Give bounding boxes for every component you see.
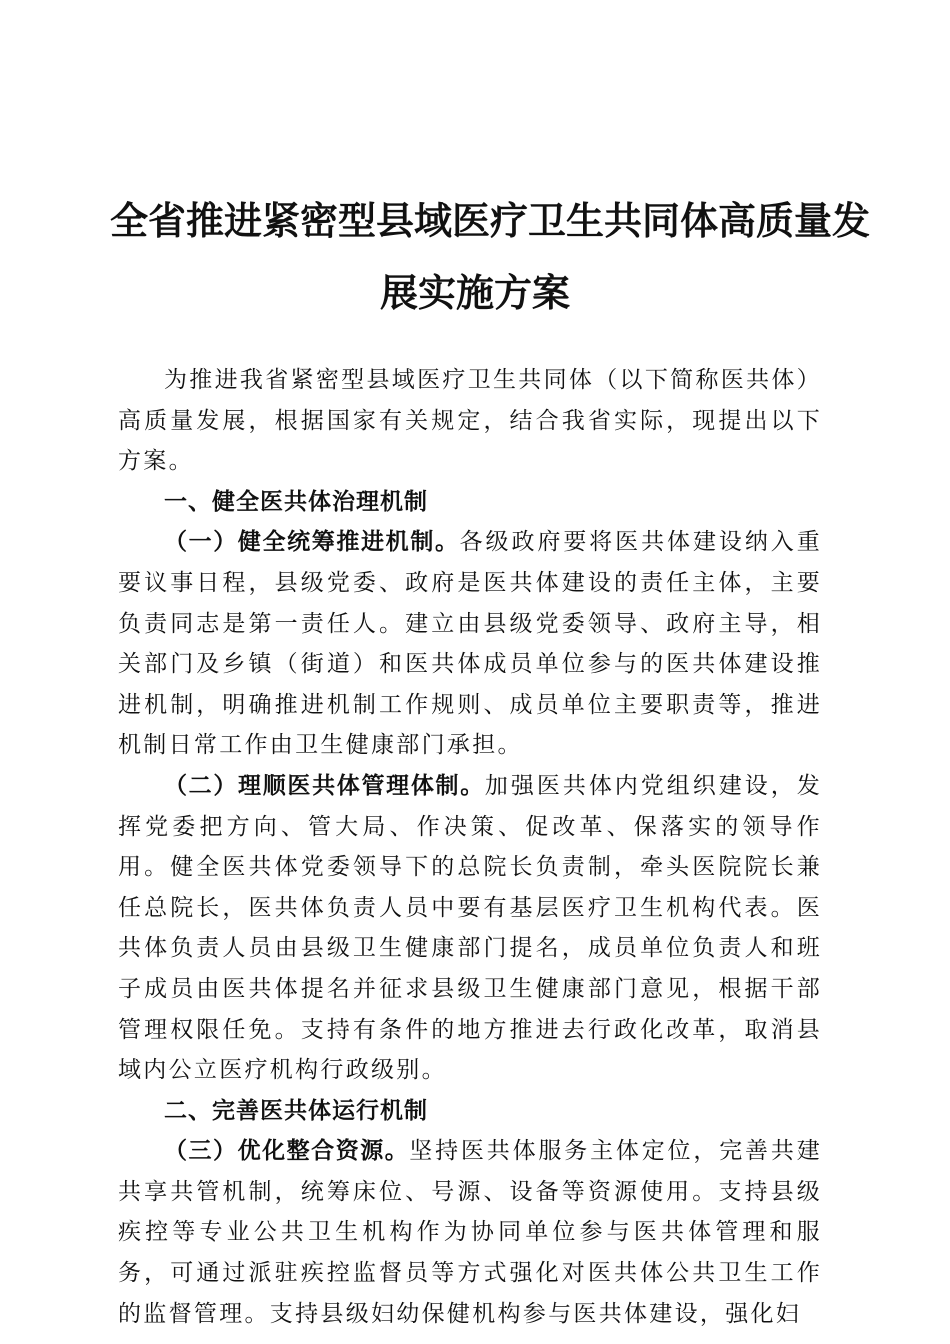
title-line-2: 展实施方案 [379, 271, 570, 315]
item-text-2: 加强医共体内党组织建设，发挥党委把方向、管大局、作决策、促改革、保落实的领导作用。健全医共体党委领导下的总院长负责制，牵头医院院长兼任总院长，医共体负责人员中要有基层医疗卫生机构代表。医共体负责人员由县级卫生健康部门提名，成员单位负责人和班子成员由医共体提名并征求县级卫生健康部门意见，根据干部管理权限任免。支持有条件的地方推进去行政化改革，取消县域内公立医疗机构行政级别。 [118, 772, 822, 1084]
item-lead-1: （一）健全统筹推进机制。 [164, 529, 460, 556]
section-heading-2: 二、完善医共体运行机制 [164, 1097, 428, 1124]
title-line-1: 全省推进紧密型县域医疗卫生共同体高质量发 [110, 199, 871, 243]
document-title [110, 185, 871, 329]
item-paragraph-1 [118, 522, 822, 766]
item-text-3: 坚持医共体服务主体定位，完善共建共享共管机制，统筹床位、号源、设备等资源使用。支持县级疾控等专业公共卫生机构作为协同单位参与医共体管理和服务，可通过派驻疾控监督员等方式强化对医共体公共卫生工作的监督管理。支持县级妇幼保健机构参与医共体建设，强化妇 [118, 1138, 822, 1327]
item-paragraph-3 [118, 1131, 822, 1334]
item-lead-2: （二）理顺医共体管理体制。 [164, 772, 485, 799]
section-heading-1: 一、健全医共体治理机制 [164, 488, 428, 515]
document-body [118, 360, 822, 1334]
item-lead-3: （三）优化整合资源。 [164, 1138, 410, 1165]
intro-paragraph: 为推进我省紧密型县域医疗卫生共同体（以下简称医共体）高质量发展，根据国家有关规定，结合我省实际，现提出以下方案。 [118, 367, 822, 475]
item-text-1: 各级政府要将医共体建设纳入重要议事日程，县级党委、政府是医共体建设的责任主体，主要负责同志是第一责任人。建立由县级党委领导、政府主导，相关部门及乡镇（街道）和医共体成员单位参与的医共体建设推进机制，明确推进机制工作规则、成员单位主要职责等，推进机制日常工作由卫生健康部门承担。 [118, 529, 823, 759]
item-paragraph-2 [118, 766, 822, 1091]
